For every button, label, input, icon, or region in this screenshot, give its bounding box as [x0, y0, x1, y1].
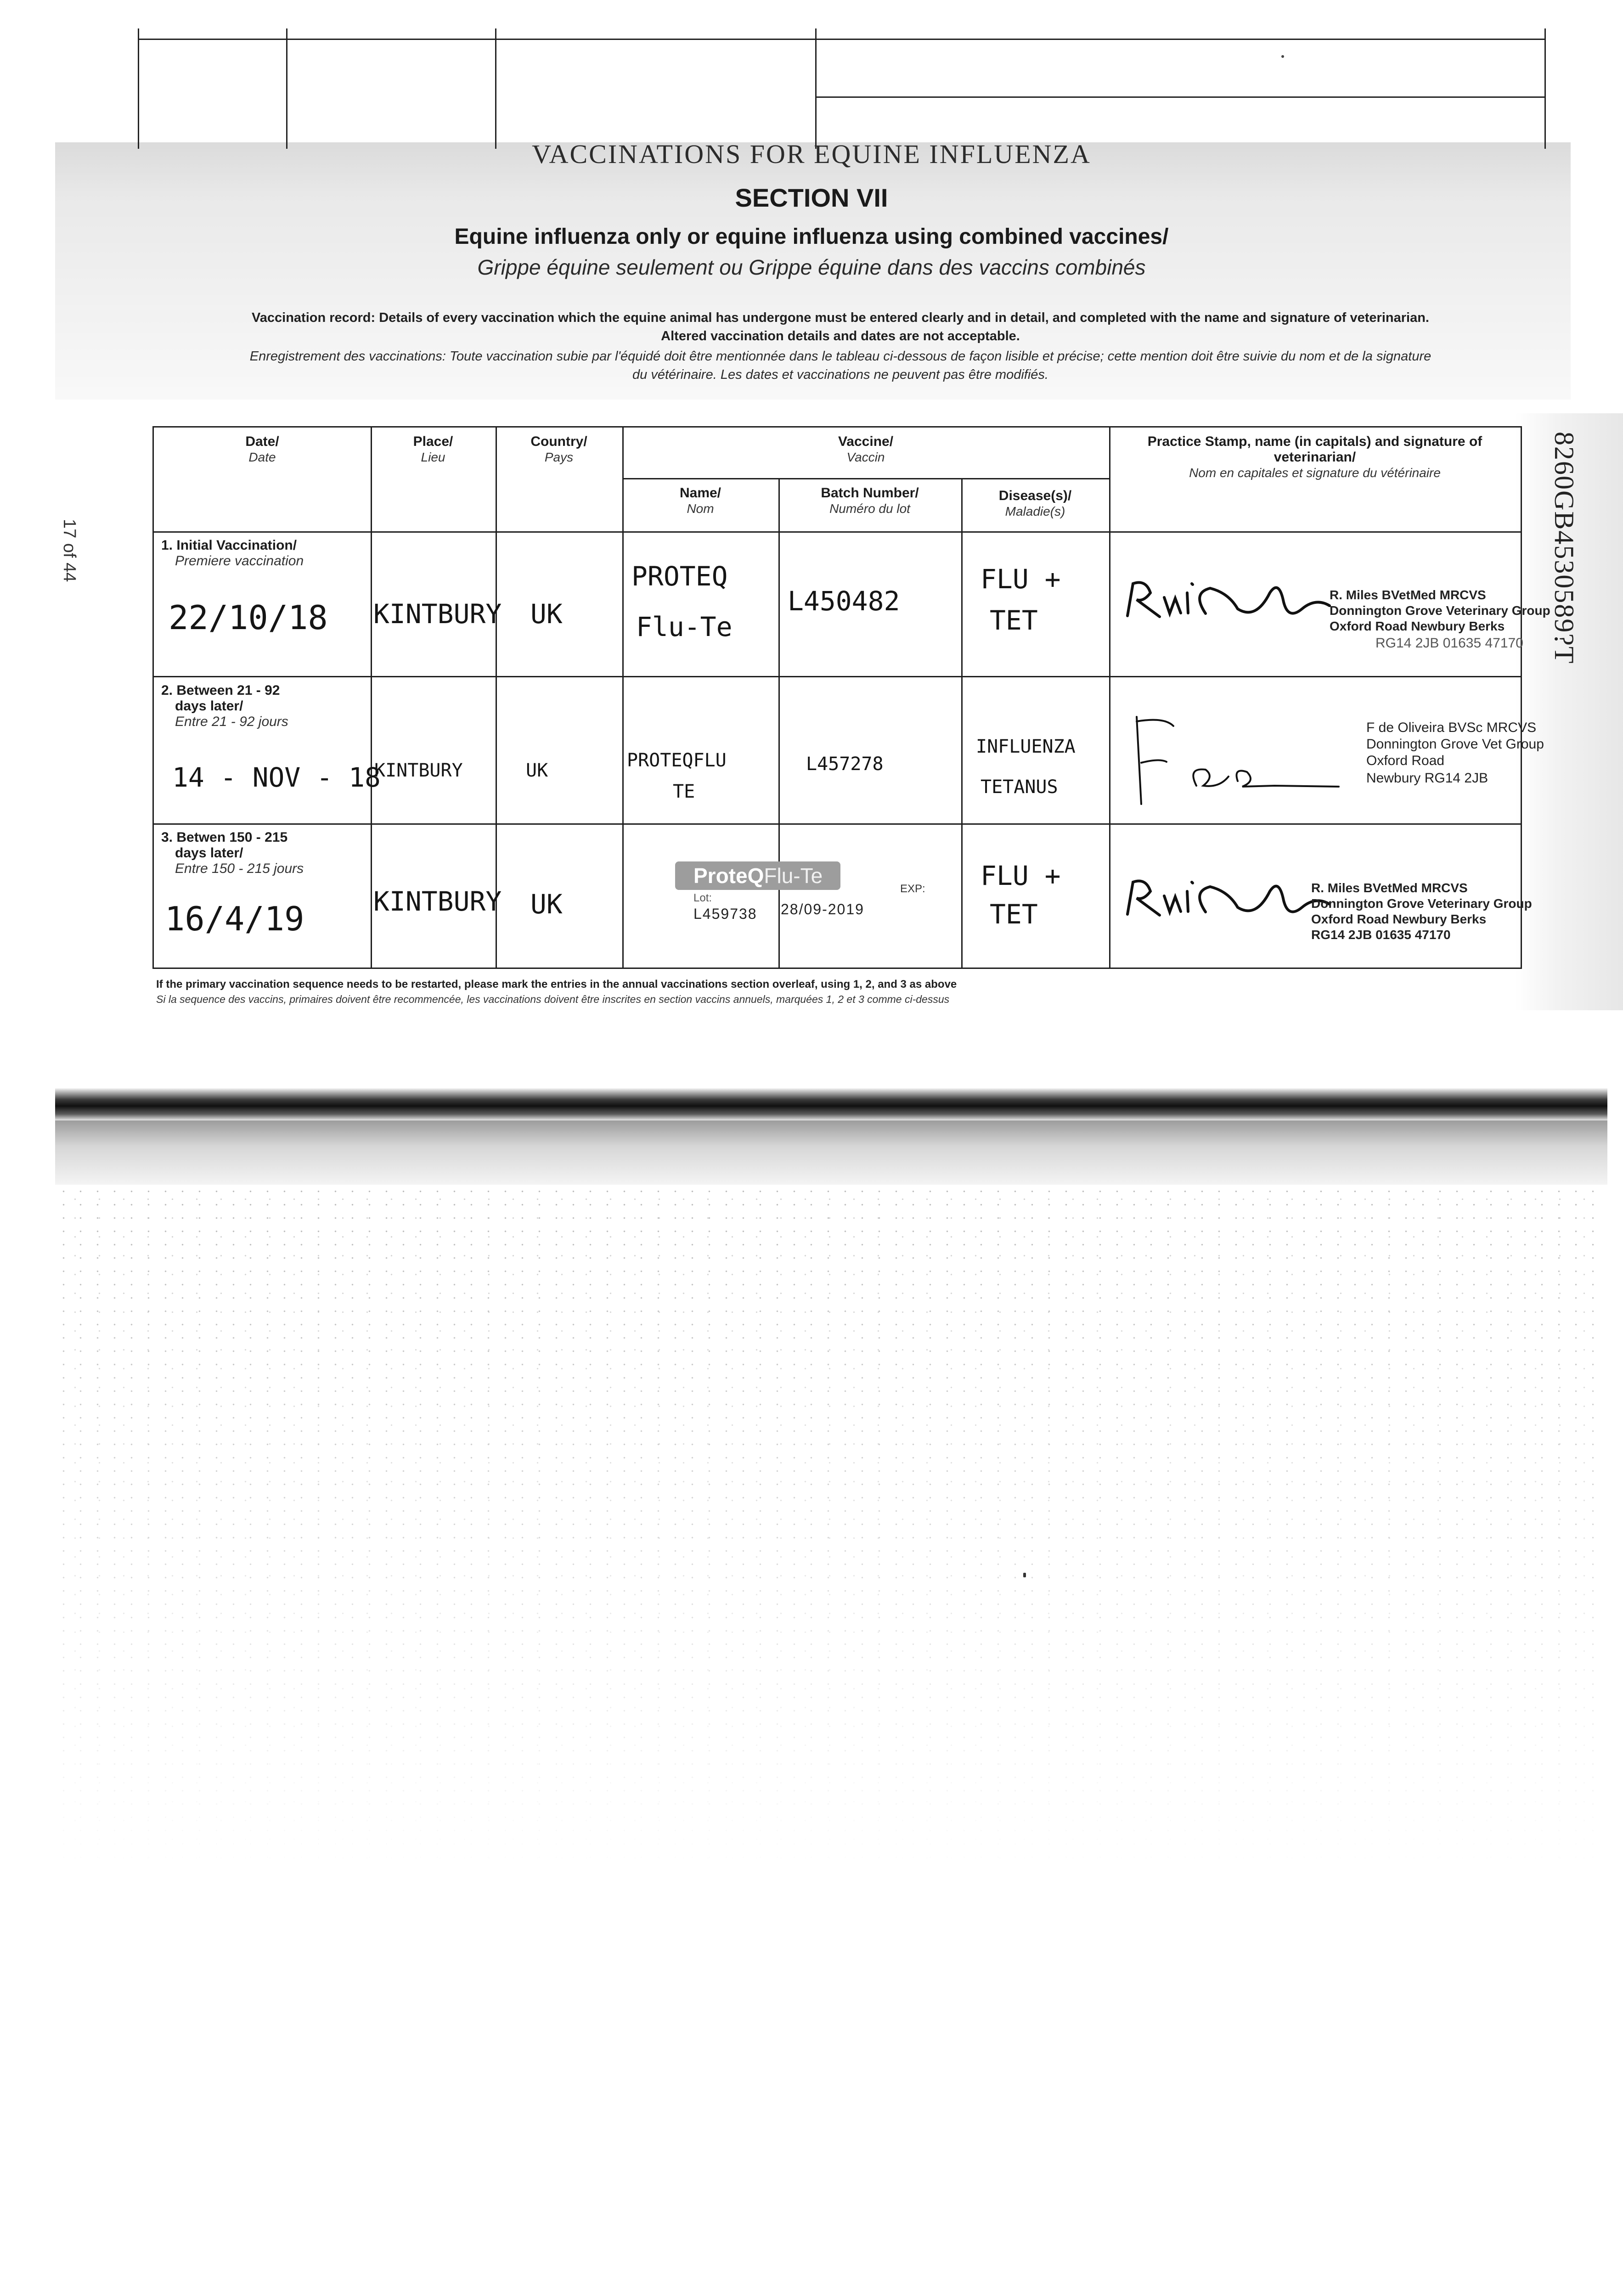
- column-divider: [1109, 428, 1110, 968]
- sticker-exp-label: EXP:: [900, 883, 925, 895]
- column-header-batch-fr: Numéro du lot: [829, 501, 910, 516]
- record-instructions-english-line: Altered vaccination details and dates are not acceptable.: [661, 329, 1020, 343]
- column-header-place-fr: Lieu: [421, 450, 445, 464]
- column-header-vaccine-name: [622, 485, 778, 517]
- veterinarian-signature: [1118, 565, 1339, 634]
- veterinarian-signature: [1123, 708, 1343, 813]
- column-header-vaccine-fr: Vaccin: [846, 450, 885, 464]
- row-label-en: days later/: [175, 698, 243, 714]
- row-label-en: 1. Initial Vaccination/: [161, 538, 297, 553]
- column-header-country-fr: Pays: [544, 450, 574, 464]
- vaccine-name-line-2: TE: [673, 781, 695, 802]
- signature-stroke: [1137, 717, 1339, 804]
- row-label-en: 3. Betwen 150 - 215: [161, 830, 288, 845]
- vaccine-product: Flu-Te: [764, 864, 823, 888]
- disease-line-2: TET: [990, 605, 1038, 636]
- stamp-line: Newbury RG14 2JB: [1366, 771, 1488, 786]
- previous-table-top-rule: [139, 39, 1544, 40]
- stamp-line: Donnington Grove Veterinary Group: [1311, 896, 1532, 911]
- column-header-date: [154, 434, 371, 465]
- signature-stroke: [1127, 881, 1330, 916]
- row-rule: [154, 823, 1521, 825]
- column-header-veterinarian: [1109, 434, 1521, 481]
- disease-line-1: FLU +: [981, 563, 1061, 595]
- scan-fold-shadow: [55, 1120, 1607, 1185]
- stamp-line: RG14 2JB 01635 47170: [1375, 636, 1523, 651]
- scan-fold-band: [55, 1088, 1607, 1120]
- record-instructions-french-line: Enregistrement des vaccinations: Toute vaccination subie par l'équidé doit être mentionnée dans le tableau ci-dessous de façon lisible et précise; cette mention doit être suivie du nom et de la signature: [249, 349, 1431, 364]
- vaccine-subheader-rule: [622, 478, 1109, 479]
- row-label-initial-vaccination: [161, 538, 368, 569]
- row-label-second-vaccination: [161, 683, 368, 730]
- row-rule: [154, 676, 1521, 677]
- column-header-place: [371, 434, 496, 465]
- previous-table-divider: [286, 28, 287, 149]
- vaccination-place: KINTBURY: [373, 886, 502, 917]
- sticker-lot-label: Lot:: [693, 892, 712, 904]
- stamp-line: R. Miles BVetMed MRCVS: [1311, 881, 1468, 895]
- column-header-vaccine-en: Vaccine/: [838, 434, 894, 449]
- subtitle-french: Grippe équine seulement ou Grippe équine dans des vaccins combinés: [477, 255, 1146, 279]
- disease-line-2: TETANUS: [981, 777, 1058, 798]
- vaccine-name-line-1: PROTEQ: [631, 561, 728, 592]
- previous-section-table: [138, 28, 1546, 149]
- column-header-vaccine: [622, 434, 1109, 465]
- row-label-en: 2. Between 21 - 92: [161, 683, 280, 698]
- stamp-line: Oxford Road Newbury Berks: [1330, 619, 1505, 633]
- vaccination-country: UK: [530, 598, 563, 630]
- vaccine-batch-number: L457278: [806, 754, 884, 775]
- vaccination-date: 16/4/19: [165, 900, 304, 938]
- vaccine-name-line-1: PROTEQFLU: [627, 750, 727, 771]
- column-header-disease-en: Disease(s)/: [998, 488, 1072, 503]
- record-instructions-english-line: Vaccination record: Details of every vaccination which the equine animal has undergone must be entered clearly and in detail, and completed with the name and signature of veterinarian.: [252, 310, 1429, 325]
- stamp-line: RG14 2JB 01635 47170: [1311, 928, 1451, 942]
- vaccine-brand-label: [675, 861, 840, 890]
- vaccine-label-sticker: [661, 857, 960, 926]
- vaccination-place: KINTBURY: [373, 598, 502, 630]
- sticker-expiry-date: 28/09-2019: [781, 901, 864, 917]
- record-instructions-english: [133, 309, 1548, 345]
- vaccination-country: UK: [530, 889, 563, 920]
- vaccination-date: 14 - NOV - 18: [172, 762, 381, 793]
- passport-number: 8260GB4530589?T: [1549, 432, 1579, 664]
- vaccine-name-line-2: Flu-Te: [636, 611, 733, 642]
- disease-line-2: TET: [990, 899, 1038, 930]
- row-label-en: days later/: [175, 845, 243, 861]
- page-number: 17 of 44: [60, 519, 79, 582]
- row-label-third-vaccination: [161, 830, 368, 877]
- row-label-fr: Premiere vaccination: [175, 553, 304, 568]
- vaccination-country: UK: [526, 760, 548, 781]
- stamp-line: Donnington Grove Vet Group: [1366, 737, 1544, 752]
- stamp-line: Oxford Road: [1366, 753, 1445, 768]
- header-rule: [154, 531, 1521, 533]
- footnote-english: If the primary vaccination sequence needs to be restarted, please mark the entries in the annual vaccinations section overleaf, using 1, 2, and 3 as above: [156, 978, 957, 990]
- column-header-date-en: Date/: [245, 434, 279, 449]
- vaccination-date: 22/10/18: [169, 598, 328, 637]
- column-header-place-en: Place/: [413, 434, 453, 449]
- section-number: SECTION VII: [735, 183, 888, 212]
- record-instructions-french: [133, 347, 1548, 384]
- column-header-country-en: Country/: [530, 434, 587, 449]
- subtitle-english: Equine influenza only or equine influenza using combined vaccines/: [454, 225, 1169, 249]
- stamp-line: R. Miles BVetMed MRCVS: [1330, 588, 1486, 602]
- record-instructions-french-line: du vétérinaire. Les dates et vaccinations ne peuvent pas être modifiés.: [632, 367, 1048, 382]
- column-header-batch-en: Batch Number/: [821, 485, 919, 501]
- column-header-name-fr: Nom: [687, 501, 714, 516]
- column-header-disease-fr: Maladie(s): [1005, 504, 1065, 518]
- column-header-stamp-fr: Nom en capitales et signature du vétérinaire: [1189, 466, 1441, 480]
- column-divider: [961, 478, 963, 968]
- previous-table-rule: [815, 96, 1544, 98]
- veterinarian-signature: [1118, 864, 1339, 933]
- scan-dot: [1023, 1573, 1026, 1577]
- stamp-line: F de Oliveira BVSc MRCVS: [1366, 720, 1537, 735]
- section-title: VACCINATIONS FOR EQUINE INFLUENZA: [532, 139, 1091, 169]
- column-header-batch-number: [778, 485, 961, 517]
- vaccine-batch-number: L450482: [788, 585, 900, 617]
- column-header-diseases: [961, 488, 1109, 519]
- column-header-country: [496, 434, 622, 465]
- column-header-stamp-en: veterinarian/: [1274, 450, 1356, 465]
- scan-speckle-noise: [55, 1185, 1607, 1874]
- stamp-line: Oxford Road Newbury Berks: [1311, 912, 1487, 926]
- disease-line-1: FLU +: [981, 860, 1061, 891]
- footnote-french: Si la sequence des vaccins, primaires doivent être recommencée, les vaccinations doivent être inscrites en section vaccins annuels, marquées 1, 2 et 3 comme ci-dessus: [156, 993, 950, 1005]
- row-label-fr: Entre 21 - 92 jours: [175, 714, 288, 729]
- column-header-date-fr: Date: [248, 450, 276, 464]
- stamp-line: Donnington Grove Veterinary Group: [1330, 603, 1550, 618]
- column-header-stamp-en: Practice Stamp, name (in capitals) and signature of: [1147, 434, 1482, 449]
- row-label-fr: Entre 150 - 215 jours: [175, 861, 304, 876]
- column-divider: [371, 428, 372, 968]
- column-header-name-en: Name/: [679, 485, 721, 501]
- vaccination-place: KINTBURY: [374, 760, 463, 781]
- previous-table-divider: [815, 28, 817, 149]
- signature-stroke: [1127, 583, 1330, 617]
- disease-line-1: INFLUENZA: [976, 736, 1076, 757]
- vaccine-brand: ProteQ: [693, 864, 764, 888]
- sticker-lot-number: L459738: [693, 906, 757, 922]
- previous-table-divider: [495, 28, 496, 149]
